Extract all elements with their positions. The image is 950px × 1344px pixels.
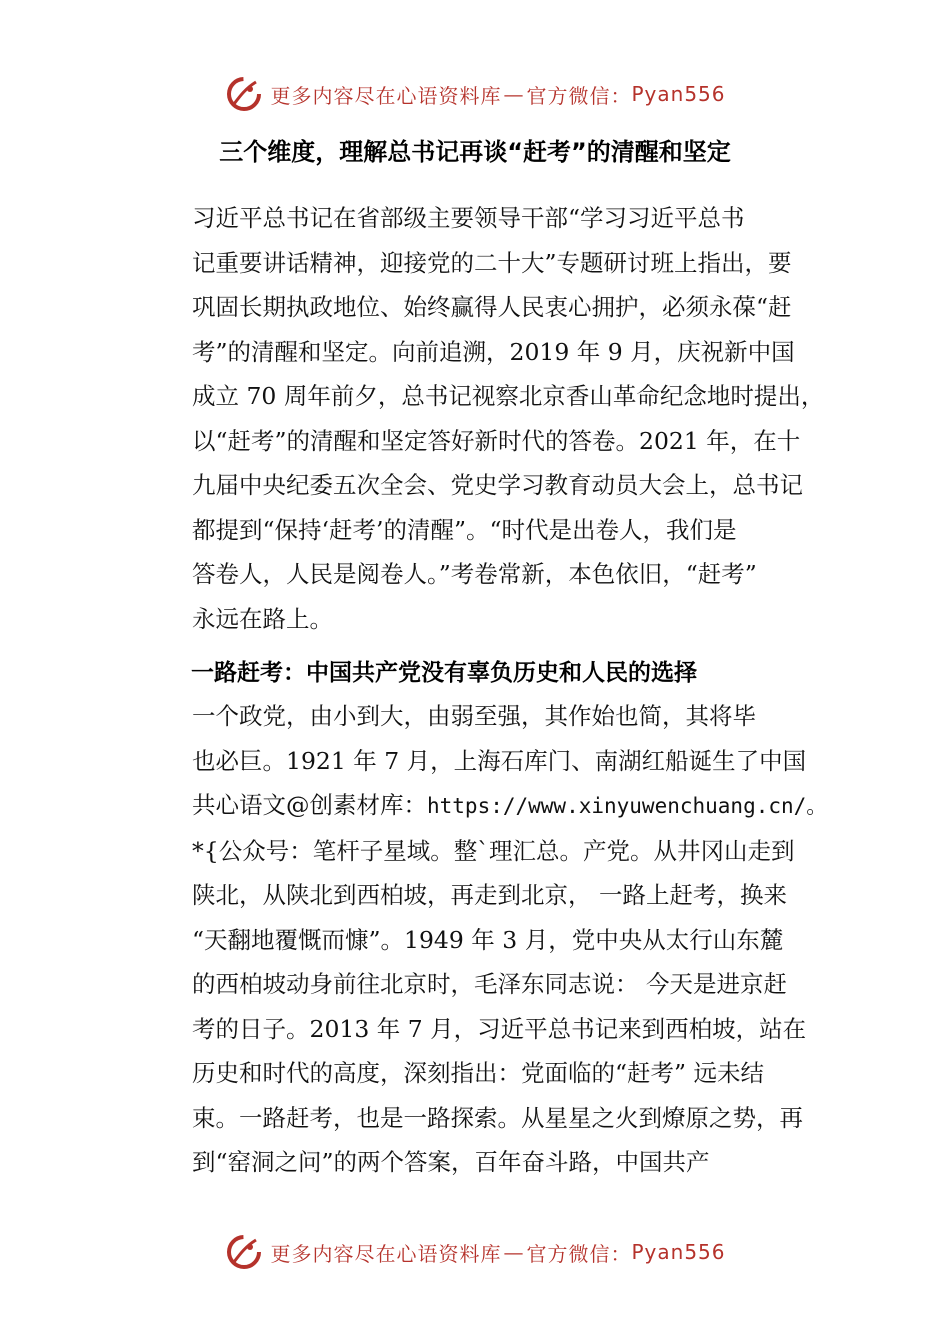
paragraph-intro [145,196,825,641]
text-line: 巩固长期执政地位、始终赢得人民衷心拥护，必须永葆“赶 [192,293,792,321]
text-line: 习近平总书记在省部级主要领导干部“学习习近平总书 [192,204,745,232]
inline-source-text: 共心语文@创素材库： [192,791,427,819]
text-line: 一个政党，由小到大，由弱至强，其作始也简，其将毕 [192,702,756,730]
text-line: “天翻地覆慨而慷”。1949 年 3 月，党中央从太行山东麓 [192,925,784,954]
text-line: *{公众号：笔杆子星域。整`理汇总。产党。从井冈山走到 [192,836,795,865]
banner-text: 更多内容尽在心语资料库 [270,83,502,108]
header-watermark-banner [0,70,950,118]
document-title: 三个维度，理解总书记再谈“赶考”的清醒和坚定 [219,138,731,166]
text-line: 成立 70 周年前夕，总书记视察北京香山革命纪念地时提出， [192,382,825,410]
text-line-with-url [145,783,828,829]
text-line: 到“窑洞之问”的两个答案，百年奋斗路，中国共产 [192,1148,710,1176]
text-line: 考”的清醒和坚定。向前追溯，2019 年 9 月，庆祝新中国 [192,337,795,366]
inline-url-text: https://www.xinyuwenchuang.cn/。 [427,794,828,818]
text-line: 的西柏坡动身前往北京时，毛泽东同志说： 今天是进京赶 [192,970,787,998]
text-line: 答卷人，人民是阅卷人。”考卷常新，本色依旧，“赶考” [192,560,757,588]
text-line: 考的日子。2013 年 7 月，习近平总书记来到西柏坡，站在 [192,1014,807,1043]
text-line: 都提到“保持‘赶考’的清醒”。“时代是出卷人，我们是 [192,515,737,544]
text-line: 永远在路上。 [192,604,333,633]
text-line: 记重要讲话精神，迎接党的二十大”专题研讨班上指出，要 [192,248,792,277]
banner-wechat-label: 官方微信： [526,1241,632,1266]
text-line: 陕北，从陕北到西柏坡，再走到北京， 一路上赶考，换来 [192,881,787,909]
text-line: 历史和时代的高度，深刻指出：党面临的“赶考” 远未结 [192,1059,764,1087]
text-line: 束。一路赶考，也是一路探索。从星星之火到燎原之势，再 [192,1103,803,1132]
section-heading: 一路赶考：中国共产党没有辜负历史和人民的选择 [191,660,697,686]
text-line: 以“赶考”的清醒和坚定答好新时代的答卷。2021 年，在十 [192,426,801,455]
text-line: 九届中央纪委五次全会、党史学习教育动员大会上，总书记 [192,471,803,499]
paragraph-history [145,694,828,1185]
banner-wechat-id: Pyan556 [631,1240,726,1264]
banner-dash: — [503,82,525,106]
banner-dash: — [503,1240,525,1264]
banner-wechat-id: Pyan556 [631,82,726,106]
ink-brush-logo-icon [224,74,264,114]
text-line: 也必巨。1921 年 7 月，上海石库门、南湖红船诞生了中国 [192,746,807,775]
banner-text: 更多内容尽在心语资料库 [270,1241,502,1266]
ink-brush-logo-icon [224,1232,264,1272]
banner-wechat-label: 官方微信： [526,83,632,108]
footer-watermark-banner [0,1228,950,1276]
